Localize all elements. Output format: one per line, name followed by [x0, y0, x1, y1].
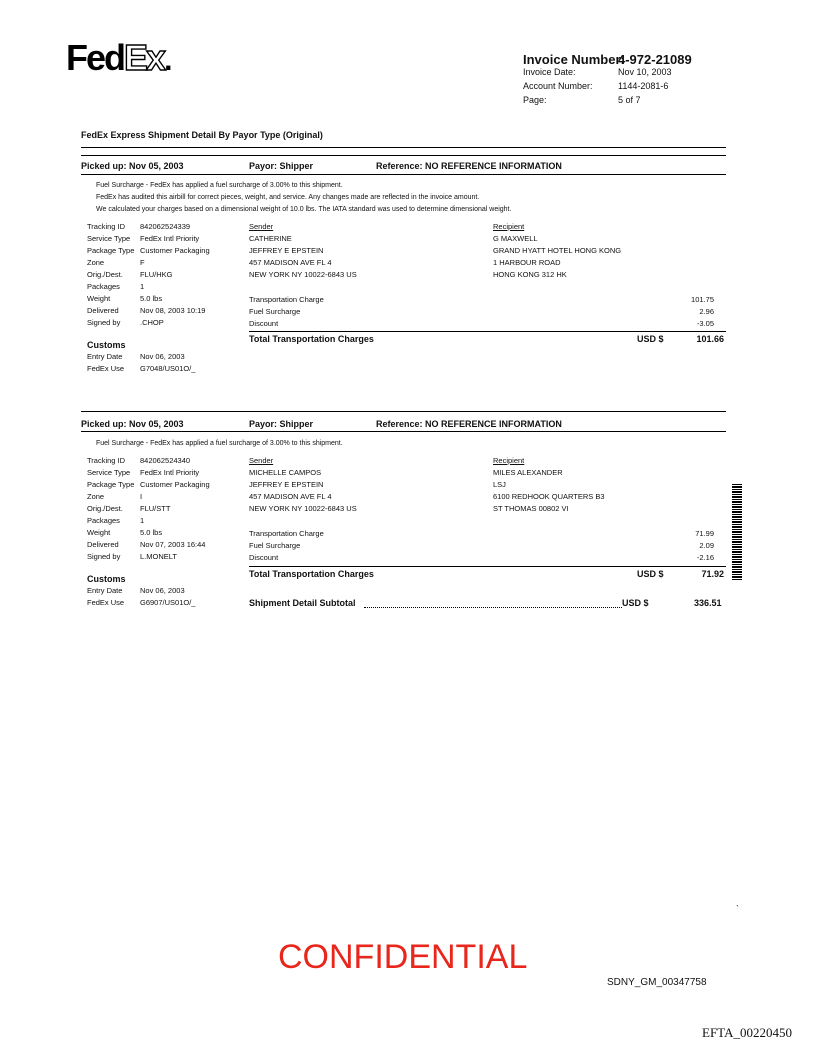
- package-type: Customer Packaging: [140, 246, 210, 255]
- shipment-1-picked-up: Picked up: Nov 05, 2003: [81, 161, 184, 171]
- recipient-line: GRAND HYATT HOTEL HONG KONG: [493, 246, 622, 255]
- recipient-line: G MAXWELL: [493, 234, 538, 243]
- detail-label: Signed by: [87, 552, 121, 561]
- subtotal-label: Shipment Detail Subtotal: [249, 598, 356, 608]
- invoice-date: [523, 67, 672, 77]
- detail-label: Tracking ID: [87, 222, 126, 231]
- charge-label: Discount: [249, 319, 279, 328]
- charge-label: Discount: [249, 553, 279, 562]
- entry-date: Nov 06, 2003: [140, 586, 185, 595]
- sender-line: JEFFREY E EPSTEIN: [249, 480, 324, 489]
- orig-dest: FLU/STT: [140, 504, 171, 513]
- shipment-1-note: Fuel Surcharge - FedEx has applied a fuel surcharge of 3.00% to this shipment.: [96, 182, 343, 189]
- packages: 1: [140, 516, 145, 525]
- total-currency: USD $: [637, 569, 664, 579]
- sender-line: NEW YORK NY 10022-6843 US: [249, 270, 357, 279]
- charge-amount: 2.09: [699, 541, 714, 550]
- shipment-2-note: Fuel Surcharge - FedEx has applied a fuel surcharge of 3.00% to this shipment.: [96, 440, 343, 447]
- recipient-line: 6100 REDHOOK QUARTERS B3: [493, 492, 605, 501]
- fedex-logo: [66, 37, 171, 78]
- service-type: FedEx Intl Priority: [140, 234, 200, 243]
- recipient-line: 1 HARBOUR ROAD: [493, 258, 561, 267]
- recipient-label: Recipient: [493, 456, 525, 465]
- detail-label: Package Type: [87, 480, 135, 489]
- invoice-number-value: 4-972-21089: [618, 52, 692, 67]
- subtotal-currency: USD $: [622, 598, 649, 608]
- sender-line: NEW YORK NY 10022-6843 US: [249, 504, 357, 513]
- delivered: Nov 07, 2003 16:44: [140, 540, 206, 549]
- fedex-use: G7048/US01O/_: [140, 364, 196, 373]
- weight: 5.0 lbs: [140, 294, 163, 303]
- invoice-date-label: Invoice Date:: [523, 67, 576, 77]
- service-type: FedEx Intl Priority: [140, 468, 200, 477]
- charge-amount: 71.99: [695, 529, 714, 538]
- shipment-2-picked-up: Picked up: Nov 05, 2003: [81, 419, 184, 429]
- recipient-label: Recipient: [493, 222, 525, 231]
- total-amount: 101.66: [696, 334, 724, 344]
- confidential-stamp: CONFIDENTIAL: [278, 938, 528, 976]
- page-number: [523, 95, 641, 105]
- section-divider: [81, 147, 726, 148]
- detail-label: Weight: [87, 294, 111, 303]
- tracking-id: 842062524340: [140, 456, 191, 465]
- detail-label: Service Type: [87, 468, 131, 477]
- detail-label: Weight: [87, 528, 111, 537]
- shipment-2-payor: Payor: Shipper: [249, 419, 314, 429]
- subtotal-leader: [364, 600, 622, 608]
- page-label: Page:: [523, 95, 547, 105]
- logo-fed: Fed: [66, 37, 125, 78]
- bates-number: SDNY_GM_00347758: [607, 977, 707, 988]
- sender-line: 457 MADISON AVE FL 4: [249, 492, 332, 501]
- weight: 5.0 lbs: [140, 528, 163, 537]
- total-label: Total Transportation Charges: [249, 569, 374, 579]
- detail-label: Delivered: [87, 306, 119, 315]
- customs-label: Entry Date: [87, 586, 123, 595]
- entry-date: Nov 06, 2003: [140, 352, 185, 361]
- recipient-line: LSJ: [493, 480, 506, 489]
- barcode: [732, 484, 742, 580]
- charge-amount: -3.05: [696, 319, 714, 328]
- shipment-1-payor: Payor: Shipper: [249, 161, 314, 171]
- delivered: Nov 08, 2003 10:19: [140, 306, 206, 315]
- charge-amount: -2.16: [696, 553, 714, 562]
- customs-label: FedEx Use: [87, 364, 125, 373]
- efta-number: EFTA_00220450: [702, 1025, 792, 1040]
- detail-label: Zone: [87, 492, 105, 501]
- charge-amount: 2.96: [699, 307, 714, 316]
- section-title: FedEx Express Shipment Detail By Payor Type (Original): [81, 130, 323, 140]
- recipient-line: ST THOMAS 00802 VI: [493, 504, 569, 513]
- detail-label: Orig./Dest.: [87, 504, 123, 513]
- subtotal-amount: 336.51: [694, 598, 722, 608]
- sender-label: Sender: [249, 222, 274, 231]
- customs-label: Entry Date: [87, 352, 123, 361]
- detail-label: Zone: [87, 258, 105, 267]
- total-rule: [249, 331, 726, 332]
- zone: F: [140, 258, 145, 267]
- charge-label: Transportation Charge: [249, 295, 324, 304]
- total-amount: 71.92: [701, 569, 724, 579]
- invoice-date-value: Nov 10, 2003: [618, 67, 672, 77]
- detail-label: Tracking ID: [87, 456, 126, 465]
- recipient-line: HONG KONG 312 HK: [493, 270, 567, 279]
- shipment-1-reference: Reference: NO REFERENCE INFORMATION: [376, 161, 562, 171]
- fedex-use: G6907/US01O/_: [140, 598, 196, 607]
- shipment-2-reference: Reference: NO REFERENCE INFORMATION: [376, 419, 562, 429]
- sender-line: 457 MADISON AVE FL 4: [249, 258, 332, 267]
- detail-label: Orig./Dest.: [87, 270, 123, 279]
- detail-label: Packages: [87, 516, 120, 525]
- sender-line: MICHELLE CAMPOS: [249, 468, 322, 477]
- logo-dot: .: [164, 44, 171, 77]
- customs-label: FedEx Use: [87, 598, 125, 607]
- stray-mark: `: [736, 904, 739, 914]
- total-label: Total Transportation Charges: [249, 334, 374, 344]
- total-rule: [249, 566, 726, 567]
- detail-label: Delivered: [87, 540, 119, 549]
- signed-by: .CHOP: [140, 318, 164, 327]
- sender-line: JEFFREY E EPSTEIN: [249, 246, 324, 255]
- packages: 1: [140, 282, 145, 291]
- customs-title: Customs: [87, 340, 126, 350]
- account-number: [523, 81, 669, 91]
- logo-ex: Ex: [124, 37, 165, 78]
- recipient-line: MILES ALEXANDER: [493, 468, 563, 477]
- account-number-label: Account Number:: [523, 81, 593, 91]
- charge-amount: 101.75: [691, 295, 714, 304]
- shipment-1-top-rule: [81, 155, 726, 156]
- shipment-1-header-rule: [81, 174, 726, 175]
- detail-label: Package Type: [87, 246, 135, 255]
- zone: I: [140, 492, 143, 501]
- package-type: Customer Packaging: [140, 480, 210, 489]
- tracking-id: 842062524339: [140, 222, 191, 231]
- shipment-2-top-rule: [81, 411, 726, 412]
- charge-label: Fuel Surcharge: [249, 307, 301, 316]
- account-number-value: 1144-2081-6: [618, 81, 669, 91]
- charge-label: Transportation Charge: [249, 529, 324, 538]
- detail-label: Signed by: [87, 318, 121, 327]
- sender-line: CATHERINE: [249, 234, 292, 243]
- shipment-2-header-rule: [81, 431, 726, 432]
- invoice-number: [523, 52, 692, 67]
- invoice-number-label: Invoice Number:: [523, 52, 625, 67]
- total-currency: USD $: [637, 334, 664, 344]
- orig-dest: FLU/HKG: [140, 270, 173, 279]
- customs-title: Customs: [87, 574, 126, 584]
- detail-label: Service Type: [87, 234, 131, 243]
- page-value: 5 of 7: [618, 95, 641, 105]
- detail-label: Packages: [87, 282, 120, 291]
- shipment-1-note: We calculated your charges based on a dimensional weight of 10.0 lbs. The IATA standard was used to determine dimensional weight.: [96, 206, 512, 213]
- sender-label: Sender: [249, 456, 274, 465]
- shipment-1-note: FedEx has audited this airbill for correct pieces, weight, and service. Any changes made are reflected in the invoice amount.: [96, 194, 480, 201]
- charge-label: Fuel Surcharge: [249, 541, 301, 550]
- signed-by: L.MONELT: [140, 552, 177, 561]
